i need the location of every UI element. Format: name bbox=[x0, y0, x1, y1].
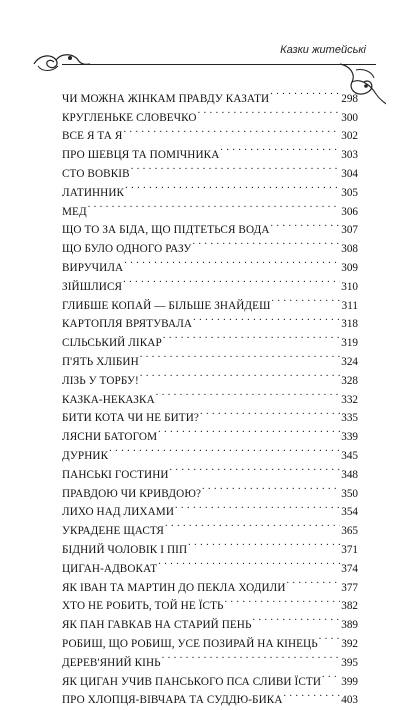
toc-entry-title: ЯК ЦИГАН УЧИВ ПАНСЬКОГО ПСА СЛИВИ ЇСТИ bbox=[62, 675, 322, 688]
toc-leader-dots bbox=[225, 591, 341, 610]
toc-entry-page: 324 bbox=[341, 355, 358, 368]
toc-entry-page: 392 bbox=[341, 637, 358, 650]
toc-entry-title: КАЗКА-НЕКАЗКА bbox=[62, 393, 155, 406]
toc-entry-title: РОБИШ, ЩО РОБИШ, УСЕ ПОЗИРАЙ НА КІНЕЦЬ bbox=[62, 637, 318, 650]
toc-entry-page: 339 bbox=[341, 431, 358, 444]
toc-leader-dots bbox=[272, 290, 341, 309]
toc-leader-dots bbox=[170, 459, 341, 478]
toc-entry-title: СТО ВОВКІВ bbox=[62, 167, 130, 180]
toc-leader-dots bbox=[253, 609, 341, 628]
toc-leader-dots bbox=[131, 158, 341, 177]
toc-entry-page: 305 bbox=[341, 186, 358, 199]
toc-leader-dots bbox=[270, 83, 340, 102]
toc-entry bbox=[62, 196, 358, 218]
toc-entry-page: 309 bbox=[341, 261, 358, 274]
toc-leader-dots bbox=[125, 177, 340, 196]
toc-entry-title: ЯК ІВАН ТА МАРТИН ДО ПЕКЛА ХОДИЛИ bbox=[62, 581, 286, 594]
table-of-contents bbox=[62, 83, 358, 707]
toc-entry-title: ХТО НЕ РОБИТЬ, ТОЙ НЕ ЇСТЬ bbox=[62, 600, 224, 613]
toc-entry-title: ЦИГАН-АДВОКАТ bbox=[62, 562, 158, 575]
toc-leader-dots bbox=[140, 365, 340, 384]
toc-leader-dots bbox=[200, 403, 340, 422]
toc-entry-title: МЕД bbox=[62, 205, 87, 218]
toc-entry-page: 377 bbox=[341, 581, 358, 594]
toc-entry-page: 298 bbox=[341, 92, 358, 105]
toc-entry-page: 345 bbox=[341, 449, 358, 462]
toc-leader-dots bbox=[140, 346, 340, 365]
toc-entry-title: ЩО ТО ЗА БІДА, ЩО ПІДТЕТЬСЯ ВОДА bbox=[62, 224, 270, 237]
toc-entry-page: 403 bbox=[341, 694, 358, 707]
toc-entry-page: 302 bbox=[341, 130, 358, 143]
toc-entry-title: ГЛИБШЕ КОПАЙ — БІЛЬШЕ ЗНАЙДЕШ bbox=[62, 299, 271, 312]
toc-entry-title: ВСЕ Я ТА Я bbox=[62, 130, 123, 143]
toc-entry-title: ЛІЗЬ У ТОРБУ! bbox=[62, 374, 139, 387]
toc-entry-page: 335 bbox=[341, 412, 358, 425]
toc-entry-page: 365 bbox=[341, 525, 358, 538]
toc-leader-dots bbox=[123, 121, 340, 140]
toc-entry-page: 332 bbox=[341, 393, 358, 406]
toc-entry-page: 308 bbox=[341, 243, 358, 256]
toc-entry-title: ЧИ МОЖНА ЖІНКАМ ПРАВДУ КАЗАТИ bbox=[62, 92, 270, 105]
toc-leader-dots bbox=[220, 139, 340, 158]
toc-entry-title: ЛАТИННИК bbox=[62, 186, 125, 199]
toc-entry-page: 318 bbox=[341, 318, 358, 331]
toc-entry-page: 310 bbox=[341, 280, 358, 293]
toc-entry bbox=[62, 83, 358, 105]
toc-entry-title: ЛЯСНИ БАТОГОМ bbox=[62, 431, 158, 444]
toc-leader-dots bbox=[202, 478, 340, 497]
toc-entry-page: 399 bbox=[341, 675, 358, 688]
toc-entry-page: 307 bbox=[341, 224, 358, 237]
toc-entry-page: 311 bbox=[341, 299, 358, 312]
toc-leader-dots bbox=[162, 647, 341, 666]
toc-entry-page: 382 bbox=[341, 600, 358, 613]
running-header bbox=[0, 0, 416, 90]
running-header-title: Казки житейські bbox=[280, 44, 366, 56]
toc-entry-page: 354 bbox=[341, 506, 358, 519]
toc-entry-page: 306 bbox=[341, 205, 358, 218]
toc-entry-title: ДУРНИК bbox=[62, 449, 109, 462]
toc-leader-dots bbox=[319, 628, 340, 647]
toc-entry bbox=[62, 215, 358, 237]
toc-leader-dots bbox=[163, 327, 340, 346]
toc-entry-page: 350 bbox=[341, 487, 358, 500]
toc-entry-title: КРУГЛЕНЬКЕ СЛОВЕЧКО bbox=[62, 111, 197, 124]
toc-entry-page: 303 bbox=[341, 149, 358, 162]
toc-entry-page: 389 bbox=[341, 619, 358, 632]
toc-leader-dots bbox=[175, 497, 340, 516]
toc-entry-title: ЛИХО НАД ЛИХАМИ bbox=[62, 506, 174, 519]
header-rule bbox=[62, 64, 376, 65]
toc-entry-page: 374 bbox=[341, 562, 358, 575]
toc-entry-title: ПРО ШЕВЦЯ ТА ПОМІЧНИКА bbox=[62, 149, 220, 162]
toc-leader-dots bbox=[188, 534, 340, 553]
toc-leader-dots bbox=[109, 440, 340, 459]
toc-leader-dots bbox=[284, 685, 341, 704]
toc-entry-page: 304 bbox=[341, 167, 358, 180]
toc-leader-dots bbox=[198, 102, 341, 121]
toc-entry-title: КАРТОПЛЯ ВРЯТУВАЛА bbox=[62, 318, 193, 331]
toc-entry-title: ПРАВДОЮ ЧИ КРИВДОЮ? bbox=[62, 487, 202, 500]
toc-leader-dots bbox=[124, 252, 340, 271]
toc-entry-page: 348 bbox=[341, 468, 358, 481]
toc-leader-dots bbox=[193, 309, 340, 328]
toc-entry-title: ЗІЙШЛИСЯ bbox=[62, 280, 123, 293]
toc-entry-title: ДЕРЕВ'ЯНИЙ КІНЬ bbox=[62, 656, 161, 669]
toc-entry-page: 395 bbox=[341, 656, 358, 669]
toc-entry-page: 371 bbox=[341, 543, 358, 556]
toc-leader-dots bbox=[271, 215, 341, 234]
toc-leader-dots bbox=[123, 271, 340, 290]
toc-entry-title: ВИРУЧИЛА bbox=[62, 261, 124, 274]
toc-entry-title: ЯК ПАН ГАВКАВ НА СТАРИЙ ПЕНЬ bbox=[62, 619, 252, 632]
toc-leader-dots bbox=[165, 515, 340, 534]
toc-entry-title: ПАНСЬКІ ГОСТИНИ bbox=[62, 468, 169, 481]
toc-entry-title: СІЛЬСЬКИЙ ЛІКАР bbox=[62, 337, 162, 350]
toc-entry-title: ЩО БУЛО ОДНОГО РАЗУ bbox=[62, 243, 192, 256]
toc-leader-dots bbox=[156, 384, 340, 403]
flourish-ornament-icon bbox=[30, 40, 90, 76]
toc-leader-dots bbox=[322, 666, 340, 685]
toc-leader-dots bbox=[158, 421, 340, 440]
toc-leader-dots bbox=[192, 233, 340, 252]
toc-entry-page: 300 bbox=[341, 111, 358, 124]
toc-entry-title: БІДНИЙ ЧОЛОВІК І ПІП bbox=[62, 543, 188, 556]
toc-leader-dots bbox=[158, 553, 340, 572]
toc-leader-dots bbox=[287, 572, 341, 591]
toc-entry-page: 328 bbox=[341, 374, 358, 387]
toc-entry-title: БИТИ КОТА ЧИ НЕ БИТИ? bbox=[62, 412, 199, 425]
toc-leader-dots bbox=[88, 196, 341, 215]
toc-entry-title: ПРО ХЛОПЦЯ-ВІВЧАРА ТА СУДДЮ-БИКА bbox=[62, 694, 283, 707]
toc-entry-title: УКРАДЕНЕ ЩАСТЯ bbox=[62, 525, 164, 538]
toc-entry-title: П'ЯТЬ ХЛІБИН bbox=[62, 355, 139, 368]
toc-entry-page: 319 bbox=[341, 337, 358, 350]
